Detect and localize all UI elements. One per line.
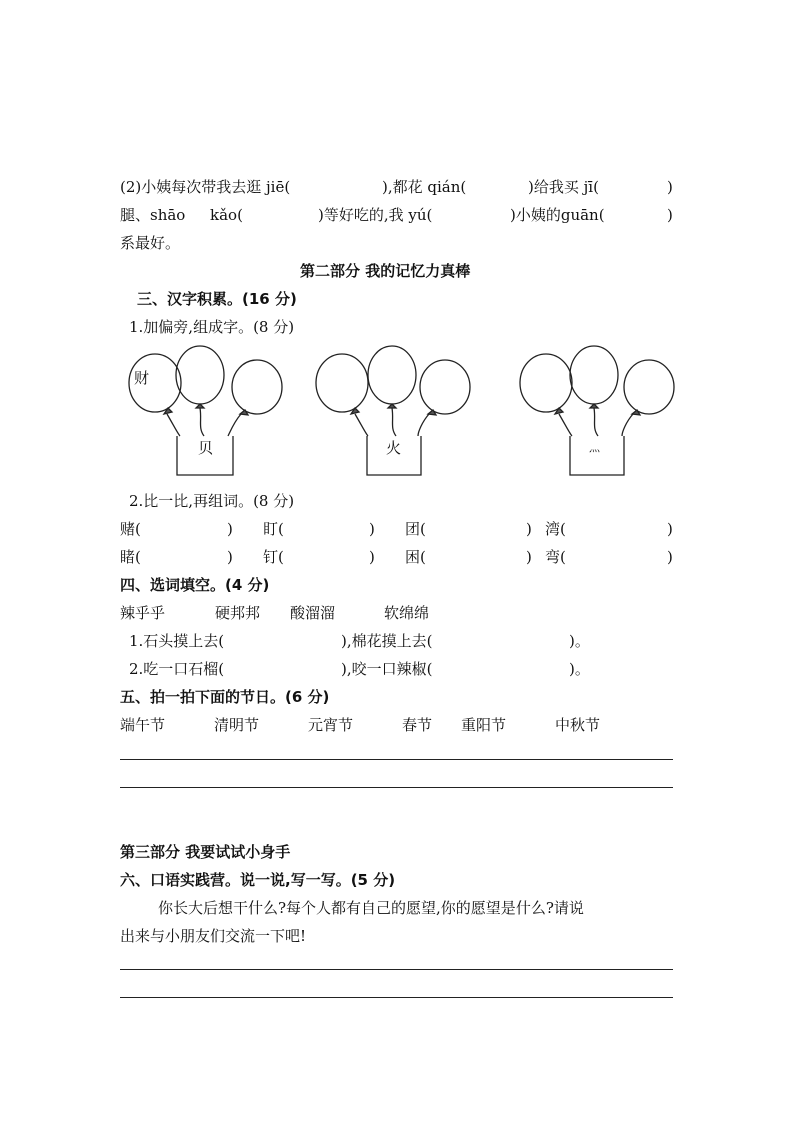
answer-line[interactable] — [120, 969, 673, 970]
pinyin-line2-part-b: kǎo( — [210, 206, 243, 224]
pinyin-line1-part-d: ) — [667, 178, 673, 196]
balloon-icon — [624, 360, 674, 414]
compare-word: 睹( — [120, 548, 141, 566]
festival-item: 重阳节 — [461, 716, 507, 734]
sentence-part: ),咬一口辣椒( — [341, 660, 433, 678]
word-option: 硬邦邦 — [215, 604, 261, 622]
balloon-example-char: 财 — [134, 369, 150, 387]
section3-title: 三、汉字积累。(16 分) — [137, 290, 297, 308]
balloon-icon — [232, 360, 282, 414]
answer-line[interactable] — [120, 787, 673, 788]
sentence-part: )。 — [569, 660, 590, 678]
festival-item: 春节 — [402, 716, 433, 734]
word-option: 酸溜溜 — [290, 604, 336, 622]
section6-paragraph-line2: 出来与小朋友们交流一下吧! — [120, 927, 307, 945]
festival-item: 端午节 — [120, 716, 166, 734]
balloon-icon — [420, 360, 470, 414]
answer-line[interactable] — [120, 759, 673, 760]
word-option: 软绵绵 — [384, 604, 430, 622]
balloon-icon — [520, 354, 572, 412]
compare-close: ) — [526, 520, 532, 538]
compare-close: ) — [369, 548, 375, 566]
compare-close: ) — [369, 520, 375, 538]
compare-word: 弯( — [545, 548, 566, 566]
part2-title: 第二部分 我的记忆力真棒 — [300, 262, 471, 280]
compare-close: ) — [526, 548, 532, 566]
pinyin-line2-part-c: )等好吃的,我 yú( — [318, 206, 433, 224]
section3-q2-title: 2.比一比,再组词。(8 分) — [129, 492, 295, 510]
pinyin-line1-part-b: ),都花 qián( — [382, 178, 467, 196]
festival-item: 中秋节 — [555, 716, 601, 734]
pinyin-line2-part-e: ) — [667, 206, 673, 224]
compare-word: 困( — [405, 548, 426, 566]
radical-box-3: 灬 — [589, 441, 600, 454]
balloon-icon — [368, 346, 416, 404]
section6-title: 六、口语实践营。说一说,写一写。(5 分) — [120, 871, 396, 889]
pinyin-line2-part-d: )小姨的guān( — [510, 206, 605, 224]
answer-line[interactable] — [120, 997, 673, 998]
radical-box-1: 贝 — [198, 439, 214, 457]
compare-word: 湾( — [545, 520, 566, 538]
sentence-part: 1.石头摸上去( — [129, 632, 225, 650]
word-option: 辣乎乎 — [120, 604, 166, 622]
balloon-icon — [176, 346, 224, 404]
compare-close: ) — [667, 520, 673, 538]
festival-item: 清明节 — [214, 716, 260, 734]
sentence-part: 2.吃一口石榴( — [129, 660, 225, 678]
section4-title: 四、选词填空。(4 分) — [120, 576, 270, 594]
balloon-illustrations — [110, 340, 690, 485]
festival-item: 元宵节 — [308, 716, 354, 734]
balloon-icon — [316, 354, 368, 412]
compare-word: 钉( — [263, 548, 284, 566]
compare-close: ) — [227, 548, 233, 566]
radical-box-2: 火 — [386, 439, 402, 457]
compare-close: ) — [227, 520, 233, 538]
part3-title: 第三部分 我要试试小身手 — [120, 843, 291, 861]
compare-word: 盯( — [263, 520, 284, 538]
section5-title: 五、拍一拍下面的节日。(6 分) — [120, 688, 330, 706]
compare-word: 赌( — [120, 520, 141, 538]
compare-word: 团( — [405, 520, 426, 538]
section6-paragraph-line1: 你长大后想干什么?每个人都有自己的愿望,你的愿望是什么?请说 — [158, 899, 584, 917]
pinyin-line1-part-a: (2)小姨每次带我去逛 jiē( — [120, 178, 291, 196]
section3-q1-title: 1.加偏旁,组成字。(8 分) — [129, 318, 295, 336]
pinyin-line1-part-c: )给我买 jī( — [528, 178, 599, 196]
compare-close: ) — [667, 548, 673, 566]
sentence-part: )。 — [569, 632, 590, 650]
pinyin-line3: 系最好。 — [120, 234, 181, 252]
balloon-icon — [570, 346, 618, 404]
pinyin-line2-part-a: 腿、shāo — [120, 206, 186, 224]
sentence-part: ),棉花摸上去( — [341, 632, 433, 650]
